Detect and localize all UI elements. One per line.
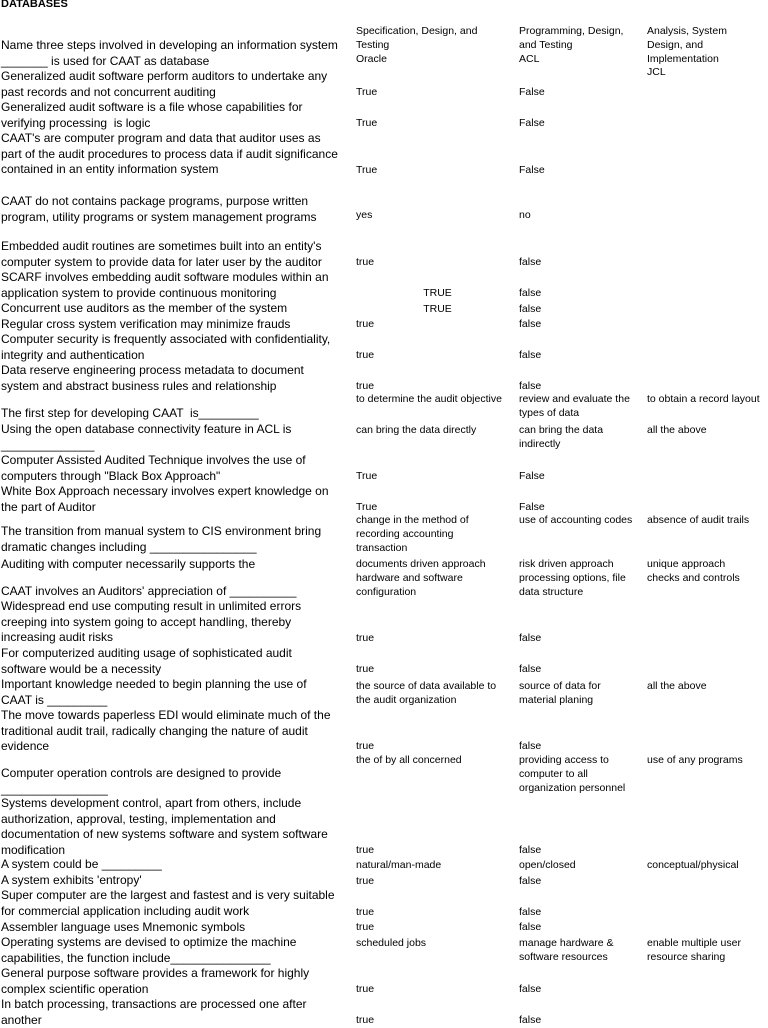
question-cell: Data reserve engineering process metadata to document system and abstract business rules and relationship xyxy=(1,363,304,393)
answer-option-1: True xyxy=(356,117,378,129)
question-cell: CAAT involves an Auditors' appreciation of __________ xyxy=(1,584,297,598)
answer-option-2: false xyxy=(519,349,542,361)
answer-option-2: false xyxy=(519,632,542,644)
answer-option-1: True xyxy=(356,470,378,482)
answer-option-2: False xyxy=(519,86,545,98)
question-cell: Auditing with computer necessarily supports the xyxy=(1,557,256,571)
answer-option-2: false xyxy=(519,921,542,933)
answer-option-1: Specification, Design, and Testing Oracle xyxy=(356,25,478,65)
answer-option-1: true xyxy=(356,380,375,392)
answer-option-3: checks and controls xyxy=(647,572,740,584)
answer-option-2: risk driven approach xyxy=(519,558,614,570)
answer-option-1: True xyxy=(356,164,378,176)
question-cell: The move towards paperless EDI would eliminate much of the traditional audit trail, radically changing the nature of audit evidence xyxy=(1,708,331,753)
answer-option-1: true xyxy=(356,983,375,995)
answer-option-1: natural/man-made xyxy=(356,859,442,871)
question-cell: White Box Approach necessary involves expert knowledge on the part of Auditor xyxy=(1,484,329,514)
answer-option-3: all the above xyxy=(647,680,707,692)
answer-option-2: false xyxy=(519,303,542,315)
answer-option-1: true xyxy=(356,921,375,933)
question-cell: Generalized audit software perform auditors to undertake any past records and not concurrent auditing xyxy=(1,69,328,99)
answer-option-2: can bring the data indirectly xyxy=(519,424,604,450)
question-cell: CAAT do not contains package programs, purpose written program, utility programs or system management programs xyxy=(1,194,317,224)
question-cell: Concurrent use auditors as the member of the system xyxy=(1,301,288,315)
answer-option-2: false xyxy=(519,906,542,918)
question-cell: Operating systems are devised to optimize the machine capabilities, the function include_______________ xyxy=(1,935,297,965)
question-cell: Widespread end use computing result in unlimited errors creeping into system going to accept handling, thereby increasing audit risks xyxy=(1,599,302,644)
question-cell: Important knowledge needed to begin planning the use of CAAT is _________ xyxy=(1,677,307,707)
answer-option-1: scheduled jobs xyxy=(356,937,427,949)
answer-option-2: False xyxy=(519,117,545,129)
answer-option-3: unique approach xyxy=(647,558,726,570)
answer-option-2: false xyxy=(519,1014,542,1026)
answer-option-2: false xyxy=(519,875,542,887)
answer-option-1: hardware and software configuration xyxy=(356,572,463,598)
question-cell: The transition from manual system to CIS environment bring dramatic changes including ________________ xyxy=(1,524,322,554)
question-cell: CAAT's are computer program and data that auditor uses as part of the audit procedures to process data if audit significance contained in an entity information system xyxy=(1,131,338,176)
answer-option-1: documents driven approach xyxy=(356,558,486,570)
answer-option-2: no xyxy=(519,209,531,221)
answer-option-1: yes xyxy=(356,209,373,221)
answer-option-2: providing access to computer to all organization personnel xyxy=(519,754,626,794)
answer-option-1: true xyxy=(356,844,375,856)
answer-option-1: the source of data available to the audit organization xyxy=(356,680,497,706)
answer-option-1: the of by all concerned xyxy=(356,754,462,766)
answer-option-3: absence of audit trails xyxy=(647,514,750,526)
question-cell: The first step for developing CAAT is_________ xyxy=(1,406,259,420)
question-cell: Computer operation controls are designed to provide ________________ xyxy=(1,766,282,796)
answer-option-1: true xyxy=(356,632,375,644)
question-cell: Computer Assisted Audited Technique involves the use of computers through "Black Box Approach" xyxy=(1,453,306,483)
question-cell: In batch processing, transactions are processed one after another xyxy=(1,997,307,1027)
answer-option-3: conceptual/physical xyxy=(647,859,739,871)
answer-option-2: false xyxy=(519,380,542,392)
answer-option-1: true xyxy=(356,1014,375,1026)
answer-option-2: False xyxy=(519,501,545,513)
answer-option-2: use of accounting codes xyxy=(519,514,633,526)
answer-option-1: true xyxy=(356,349,375,361)
answer-option-1: TRUE xyxy=(423,303,452,315)
question-cell: SCARF involves embedding audit software modules within an application system to provide continuous monitoring xyxy=(1,270,329,300)
answer-option-1: can bring the data directly xyxy=(356,424,477,436)
answer-option-2: False xyxy=(519,470,545,482)
answer-option-3: use of any programs xyxy=(647,754,743,766)
answer-option-1: true xyxy=(356,906,375,918)
question-cell: Assembler language uses Mnemonic symbols xyxy=(1,920,246,934)
answer-option-1: true xyxy=(356,318,375,330)
question-cell: Systems development control, apart from others, include authorization, approval, testing, implementation and documentation of new systems software and system software modification xyxy=(1,796,328,857)
answer-option-2: false xyxy=(519,844,542,856)
sheet-title: DATABASES xyxy=(1,0,68,10)
answer-option-2: false xyxy=(519,983,542,995)
question-cell: General purpose software provides a framework for highly complex scientific operation xyxy=(1,966,310,996)
answer-option-2: manage hardware & software resources xyxy=(519,937,614,963)
answer-option-1: true xyxy=(356,663,375,675)
answer-option-2: review and evaluate the types of data xyxy=(519,393,630,419)
question-cell: For computerized auditing usage of sophisticated audit software would be a necessity xyxy=(1,646,292,676)
answer-option-2: source of data for material planing xyxy=(519,680,601,706)
answer-option-1: TRUE xyxy=(423,287,452,299)
question-cell: A system could be _________ xyxy=(1,857,162,871)
question-cell: Super computer are the largest and fastest and is very suitable for commercial application including audit work xyxy=(1,888,335,918)
answer-option-2: false xyxy=(519,740,542,752)
answer-option-3: to obtain a record layout xyxy=(647,393,760,405)
answer-option-2: false xyxy=(519,663,542,675)
question-cell: Name three steps involved in developing an information system _______ is used for CAAT as database xyxy=(1,38,338,68)
question-cell: Generalized audit software is a file whose capabilities for verifying processing is logic xyxy=(1,100,303,130)
answer-option-2: Programming, Design, and Testing ACL xyxy=(519,25,624,65)
question-cell: Computer security is frequently associated with confidentiality, integrity and authentication xyxy=(1,332,331,362)
question-cell: Using the open database connectivity feature in ACL is ______________ xyxy=(1,422,292,452)
answer-option-2: false xyxy=(519,256,542,268)
answer-option-2: False xyxy=(519,164,545,176)
answer-option-1: change in the method of recording accounting transaction xyxy=(356,514,469,554)
question-cell: Embedded audit routines are sometimes built into an entity's computer system to provide data for later user by the auditor xyxy=(1,239,322,269)
answer-option-1: True xyxy=(356,86,378,98)
answer-option-3: enable multiple user resource sharing xyxy=(647,937,741,963)
answer-option-1: true xyxy=(356,875,375,887)
answer-option-3: Analysis, System Design, and Implementation JCL xyxy=(647,25,727,79)
answer-option-1: true xyxy=(356,740,375,752)
answer-option-1: to determine the audit objective xyxy=(356,393,502,405)
answer-option-2: false xyxy=(519,287,542,299)
answer-option-2: processing options, file data structure xyxy=(519,572,626,598)
question-cell: A system exhibits 'entropy' xyxy=(1,873,142,887)
question-cell: Regular cross system verification may minimize frauds xyxy=(1,317,291,331)
answer-option-2: open/closed xyxy=(519,859,576,871)
answer-option-1: True xyxy=(356,501,378,513)
answer-option-3: all the above xyxy=(647,424,707,436)
answer-option-1: true xyxy=(356,256,375,268)
answer-option-2: false xyxy=(519,318,542,330)
